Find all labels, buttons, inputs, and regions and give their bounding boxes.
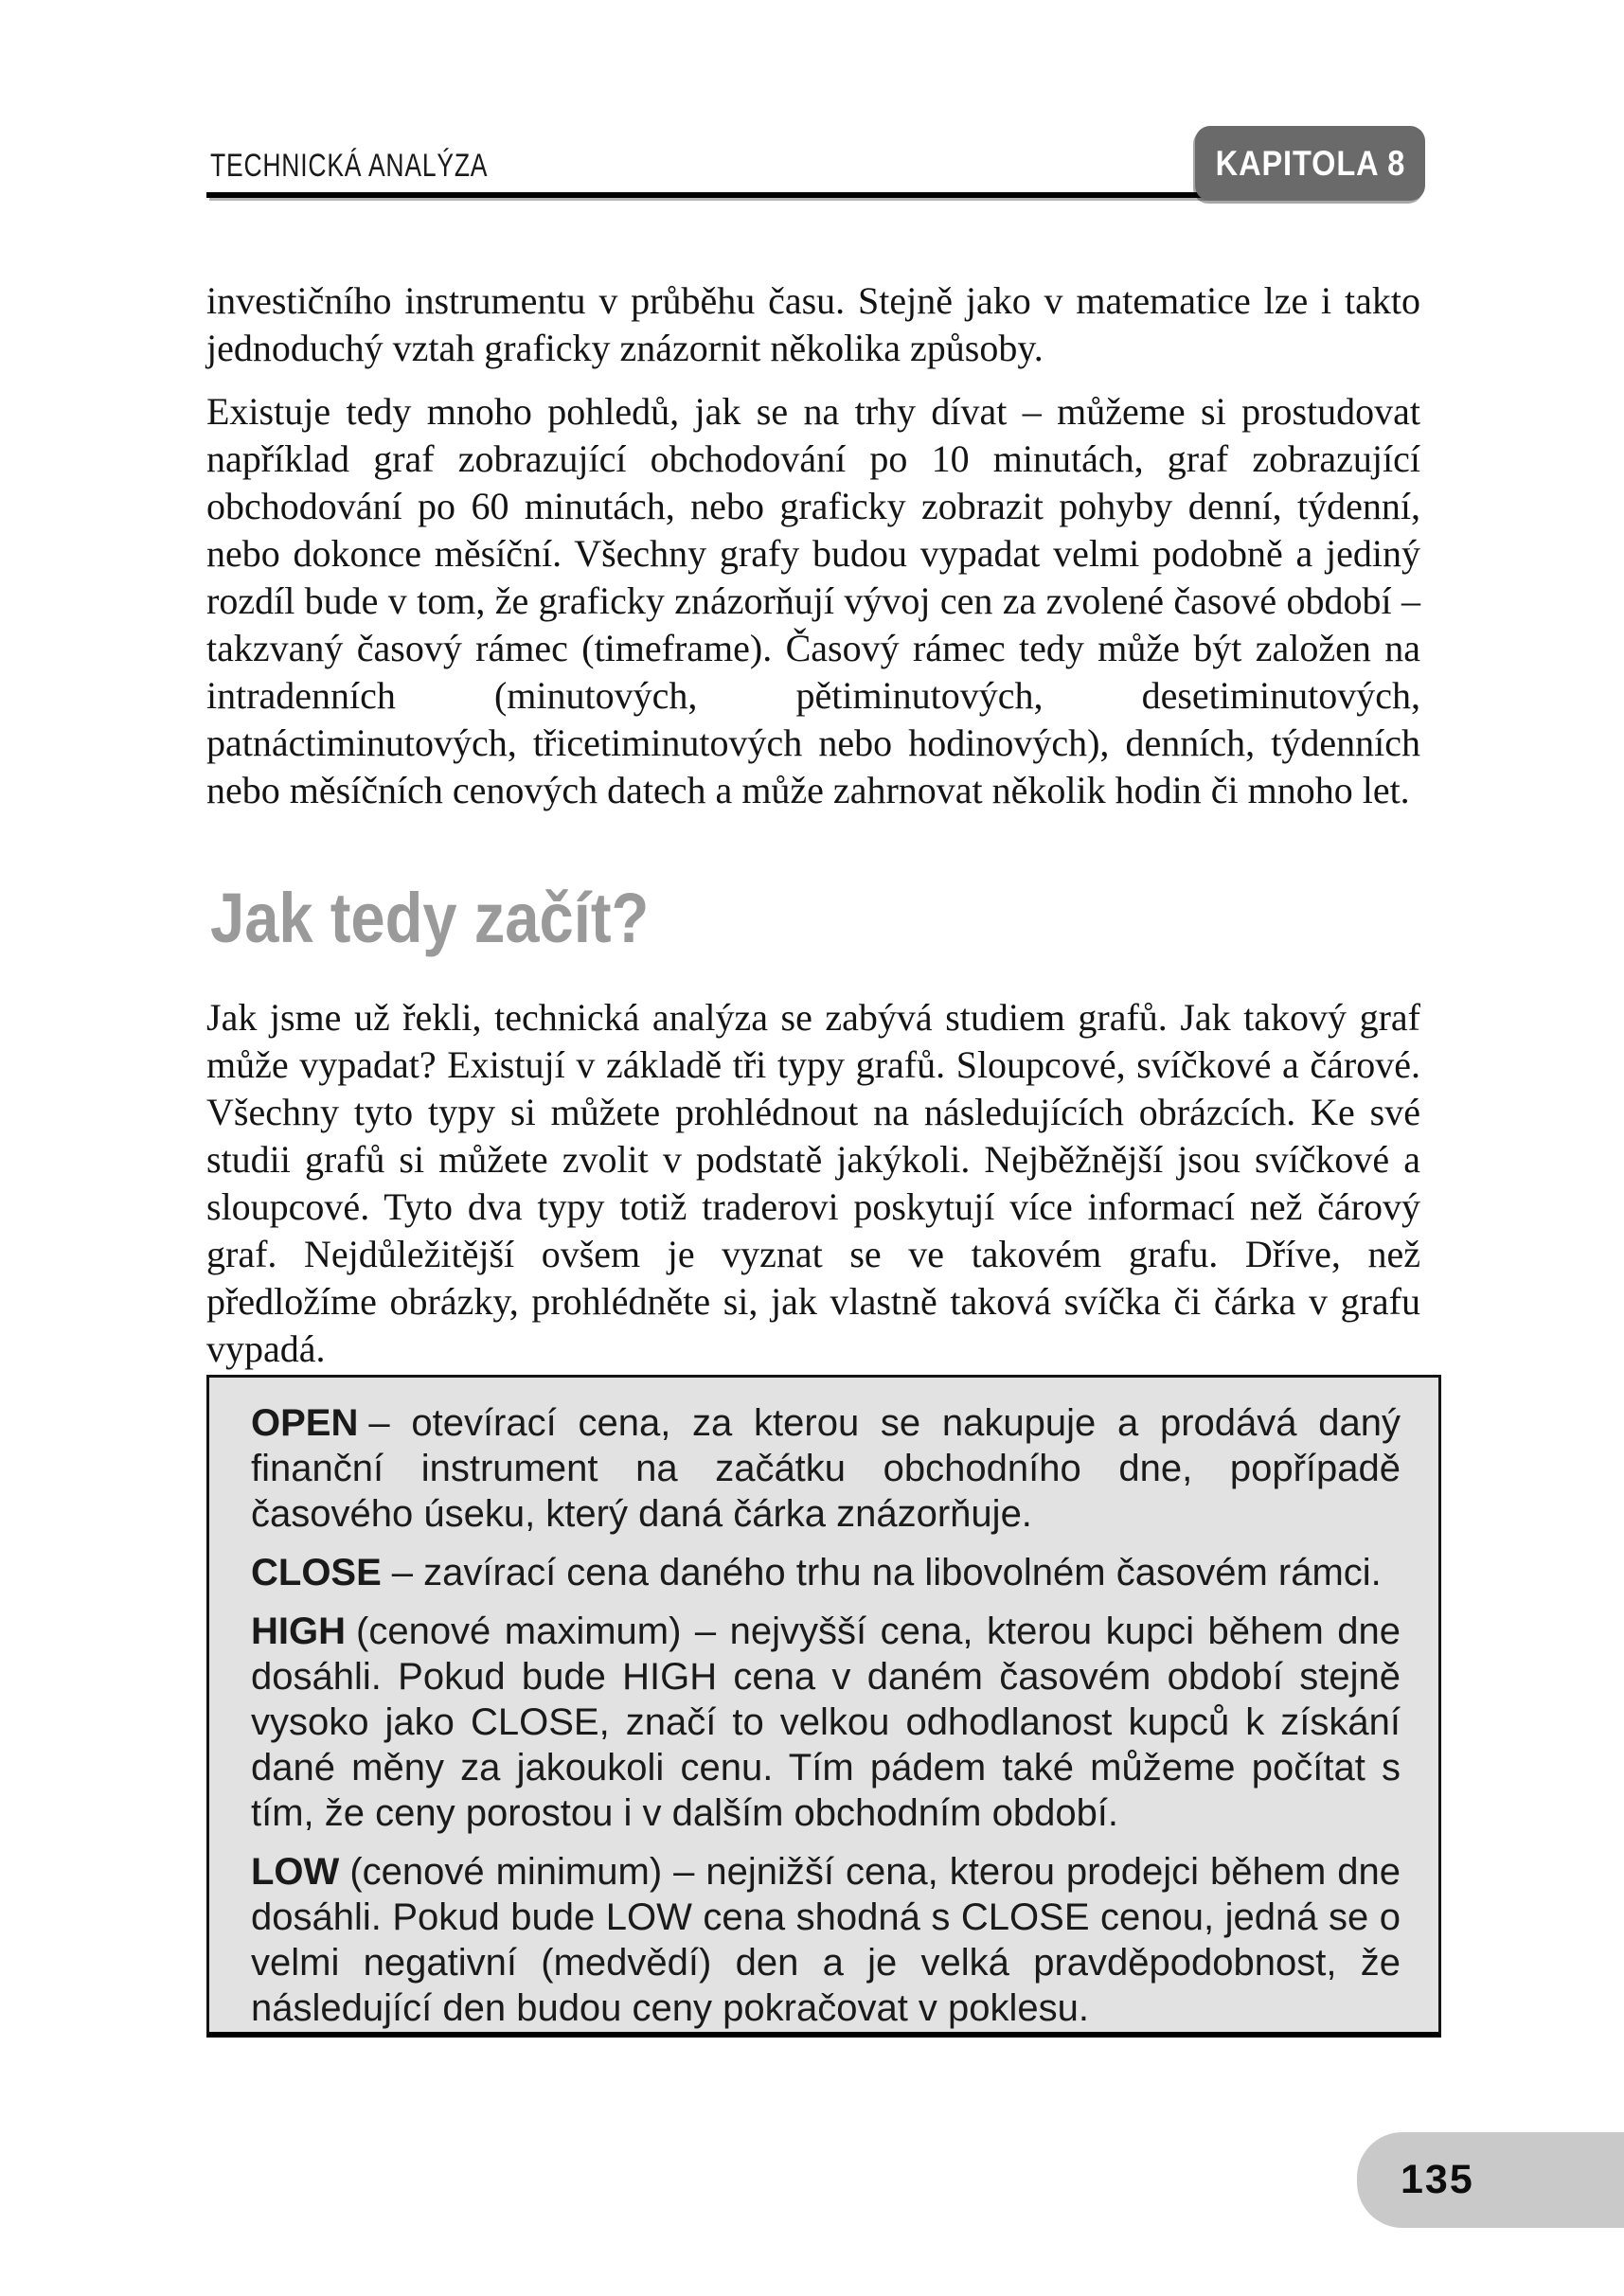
header-rule (206, 192, 1237, 198)
body-paragraph: Jak jsme už řekli, technická analýza se zabývá studiem grafů. Jak takový graf může vypadat? Existují v základě tři typy grafů. Sloupcové, svíčkové a čárové. Všechny tyto typy si můžete prohlédnout na následujících obrázcích. Ke své studii grafů si můžete zvolit v podstatě jakýkoli. Nejběžnější jsou svíčkové a sloupcové. Tyto dva typy totiž traderovi poskytují více informací než čárový graf. Nejdůležitější ovšem je vyznat se ve takovém grafu. Dříve, než předložíme obrázky, prohlédněte si, jak vlastně taková svíčka či čárka v grafu vypadá. (206, 996, 1420, 1370)
definition-term: HIGH (251, 1611, 346, 1652)
definition-term: LOW (251, 1851, 340, 1893)
page-number: 135 (1401, 2157, 1474, 2202)
definition-term: OPEN (251, 1402, 359, 1444)
definition-item (251, 1400, 1401, 1537)
definition-item (251, 1550, 1401, 1595)
chapter-badge-label: KAPITOLA 8 (1215, 143, 1405, 183)
page-number-badge (1357, 2132, 1624, 2228)
body-paragraph: investičního instrumentu v průběhu času. Stejně jako v matematice lze i takto jednoduchý vztah graficky znázornit několika způsoby. (206, 279, 1420, 369)
definition-text: (cenové maximum) – nejvyšší cena, kterou kupci během dne dosáhli. Pokud bude HIGH cena v daném časovém období stejně vysoko jako CLOSE, značí to velkou odhodlanost kupců k získání dané měny za jakoukoli cenu. Tím pádem také můžeme počítat s tím, že ceny porostou i v dalším obchodním období. (251, 1611, 1401, 1834)
definition-term: CLOSE (251, 1552, 382, 1593)
section-heading: Jak tedy začít? (210, 879, 650, 957)
definition-item (251, 1849, 1401, 2031)
definition-text: – zavírací cena daného trhu na libovolném časovém rámci. (391, 1552, 1382, 1593)
definition-text: – otevírací cena, za kterou se nakupuje a prodává daný finanční instrument na začátku obchodního dne, popřípadě časového úseku, který daná čárka znázorňuje. (251, 1402, 1401, 1535)
definition-text: (cenové minimum) – nejnižší cena, kterou prodejci během dne dosáhli. Pokud bude LOW cena shodná s CLOSE cenou, jedná se o velmi negativní (medvědí) den a je velká pravděpodobnost, že následující den budou ceny pokračovat v poklesu. (251, 1851, 1401, 2029)
running-header-title: TECHNICKÁ ANALÝZA (210, 148, 489, 184)
chapter-badge (1195, 126, 1425, 201)
definition-item (251, 1609, 1401, 1836)
body-paragraph: Existuje tedy mnoho pohledů, jak se na trhy dívat – můžeme si prostudovat například graf zobrazující obchodování po 10 minutách, graf zobrazující obchodování po 60 minutách, nebo graficky zobrazit pohyby denní, týdenní, nebo dokonce měsíční. Všechny grafy budou vypadat velmi podobně a jediný rozdíl bude v tom, že graficky znázorňují vývoj cen za zvolené časové období – takzvaný časový rámec (timeframe). Časový rámec tedy může být založen na intradenních (minutových, pětiminutových, desetiminutových, patnáctiminutových, třicetiminutových nebo hodinových), denních, týdenních nebo měsíčních cenových datech a může zahrnovat několik hodin či mnoho let. (206, 390, 1420, 811)
definition-box (206, 1375, 1441, 2038)
